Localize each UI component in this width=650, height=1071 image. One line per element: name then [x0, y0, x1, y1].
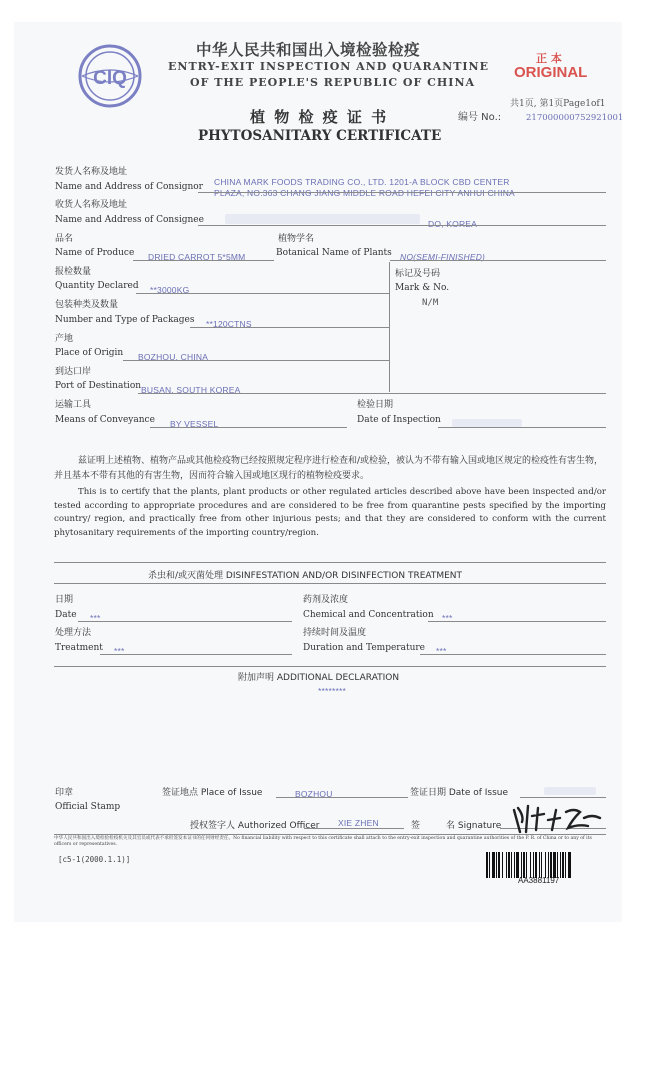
disclaimer-span: 中华人民共和国出入境检验检疫机关及其官员或代表不承担签发本证书的任何财经责任。No financial liability with respect to this certificate shall attach to the entry-exit inspection and quarantine authorities of the P. R. of China or to any of its officers or representatives. [54, 836, 592, 847]
botanical-label-en: Botanical Name of Plants [276, 248, 392, 258]
chemical-label-en: Chemical and Concentration [303, 610, 434, 620]
duration-line [420, 654, 606, 655]
destination-value: BUSAN, SOUTH KOREA [141, 385, 241, 395]
certificate-title-en: PHYTOSANITARY CERTIFICATE [198, 128, 442, 144]
quantity-label-cn: 报检数量 [55, 267, 92, 277]
origin-label-en: Place of Origin [55, 348, 124, 358]
certification-text-en [54, 486, 606, 540]
treatment-date-line [78, 621, 292, 622]
official-stamp-label-cn: 印章 [55, 788, 74, 798]
inspection-date-label-en: Date of Inspection [357, 415, 441, 425]
inspection-date-redacted [452, 419, 522, 427]
treatment-method-line [100, 654, 292, 655]
botanical-line [390, 260, 606, 261]
certification-en-span: This is to certify that the plants, plant products or other regulated articles described above have been inspected and/or tested according to appropriate procedures and are considered to be free from quarantine pests specified by the importing country/ region, and practically free from other injurious pests; and that they are considered to conform with the current phytosanitary requirements of the importing country/region. [54, 487, 606, 538]
quantity-value: **3000KG [150, 285, 190, 295]
origin-value: BOZHOU, CHINA [138, 352, 209, 362]
chemical-label-cn: 药剂及浓度 [303, 595, 349, 605]
disclaimer-text [54, 836, 606, 848]
destination-line [138, 393, 606, 394]
inspection-date-label-cn: 检验日期 [357, 400, 394, 410]
barcode-number: AA3881197 [518, 876, 560, 885]
consignee-label-cn: 收货人名称及地址 [55, 200, 128, 210]
consignor-label-cn: 发货人名称及地址 [55, 167, 128, 177]
consignor-line [198, 192, 606, 193]
consignee-redacted [225, 214, 420, 224]
certificate-title-cn: 植 物 检 疫 证 书 [250, 108, 389, 126]
serial-label: 编号 No.: [458, 112, 502, 123]
original-stamp-en: ORIGINAL [514, 64, 588, 81]
mark-value: N/M [422, 298, 439, 308]
treatment-method-value: *** [114, 646, 125, 656]
botanical-value: NO(SEMI-FINISHED) [400, 252, 486, 262]
page-count: 共1页, 第1页Page1of1 [510, 99, 606, 109]
treatment-heading: 杀虫和/或灭菌处理 DISINFESTATION AND/OR DISINFECTION TREATMENT [148, 571, 463, 581]
mark-label-cn: 标记及号码 [395, 269, 441, 279]
produce-value: DRIED CARROT 5*5MM [148, 252, 246, 262]
treatment-date-label-en: Date [55, 610, 77, 620]
packages-label-en: Number and Type of Packages [55, 315, 195, 325]
conveyance-line [150, 427, 347, 428]
origin-line [123, 360, 389, 361]
mark-box-divider [389, 262, 390, 392]
date-of-issue-label: 签证日期 Date of Issue [410, 788, 509, 798]
duration-label-cn: 持续时间及温度 [303, 628, 367, 638]
authorized-officer-label: 授权签字人 Authorized Officer [190, 821, 320, 831]
authority-name-en-1: ENTRY-EXIT INSPECTION AND QUARANTINE [168, 60, 490, 73]
consignor-label-en: Name and Address of Consignor [55, 182, 203, 192]
form-code: [c5-1(2000.1.1)] [58, 855, 131, 864]
chemical-value: *** [442, 613, 453, 623]
duration-label-en: Duration and Temperature [303, 643, 425, 653]
consignee-value: DO, KOREA [428, 219, 478, 229]
authority-name-cn: 中华人民共和国出入境检验检疫 [196, 41, 421, 59]
destination-label-en: Port of Destination [55, 381, 142, 391]
place-of-issue-line [276, 797, 408, 798]
date-of-issue-line [520, 797, 606, 798]
place-of-issue-value: BOZHOU [295, 789, 333, 799]
quantity-line [136, 293, 389, 294]
treatment-top-line [54, 562, 606, 563]
packages-label-cn: 包装种类及数量 [55, 300, 119, 310]
destination-label-cn: 到达口岸 [55, 367, 92, 377]
place-of-issue-label: 签证地点 Place of Issue [162, 788, 263, 798]
authorized-officer-line [304, 828, 404, 829]
produce-line [133, 260, 274, 261]
ciq-logo [78, 44, 142, 108]
conveyance-label-cn: 运输工具 [55, 400, 92, 410]
barcode-gap [571, 852, 572, 878]
certification-cn-span: 兹证明上述植物、植物产品或其他检疫物已经按照规定程序进行检查和/或检验，被认为不带有输入国或地区规定的检疫性有害生物，并且基本不带有其他的有害生物，因而符合输入国或地区现行的植物检疫要求。 [54, 456, 604, 481]
handwritten-signature [510, 802, 606, 838]
additional-heading: 附加声明 ADDITIONAL DECLARATION [238, 673, 400, 683]
treatment-date-label-cn: 日期 [55, 595, 74, 605]
additional-top-line [54, 666, 606, 667]
packages-value: **120CTNS [206, 319, 252, 329]
consignor-value-line2: PLAZA, NO.363 CHANG JIANG MIDDLE ROAD HEFEI CITY ANHUI CHINA [214, 188, 515, 198]
svg-text:CIQ: CIQ [93, 68, 127, 89]
botanical-label-cn: 植物学名 [278, 234, 315, 244]
produce-label-en: Name of Produce [55, 248, 135, 258]
conveyance-value: BY VESSEL [170, 419, 219, 429]
mark-label-en: Mark & No. [395, 283, 450, 293]
sign-label-cn: 签 [411, 821, 421, 831]
conveyance-label-en: Means of Conveyance [55, 415, 155, 425]
certification-text-cn [54, 454, 606, 484]
authority-name-en-2: OF THE PEOPLE'S REPUBLIC OF CHINA [190, 76, 476, 89]
chemical-line [428, 621, 606, 622]
treatment-method-label-cn: 处理方法 [55, 628, 92, 638]
official-stamp-label-en: Official Stamp [55, 802, 121, 812]
serial-number: 217000000752921001 [526, 113, 624, 123]
barcode [486, 852, 604, 878]
date-of-issue-redacted [544, 787, 596, 795]
treatment-heading-line [54, 583, 606, 584]
consignee-label-en: Name and Address of Consignee [55, 215, 204, 225]
consignor-value-line1: CHINA MARK FOODS TRADING CO., LTD. 1201-A BLOCK CBD CENTER [214, 177, 510, 187]
consignee-line [198, 225, 606, 226]
inspection-date-line [438, 427, 606, 428]
treatment-method-label-en: Treatment [55, 643, 103, 653]
produce-label-cn: 品名 [55, 234, 74, 244]
original-stamp-cn: 正 本 [536, 52, 562, 65]
packages-line [190, 327, 389, 328]
additional-value: ******** [318, 686, 347, 696]
treatment-date-value: *** [90, 613, 101, 623]
authorized-officer-value: XIE ZHEN [338, 818, 379, 828]
quantity-label-en: Quantity Declared [55, 281, 139, 291]
origin-label-cn: 产地 [55, 334, 74, 344]
disclaimer-line [54, 834, 606, 835]
duration-value: *** [436, 646, 447, 656]
signature-label: 名 Signature [446, 821, 502, 831]
